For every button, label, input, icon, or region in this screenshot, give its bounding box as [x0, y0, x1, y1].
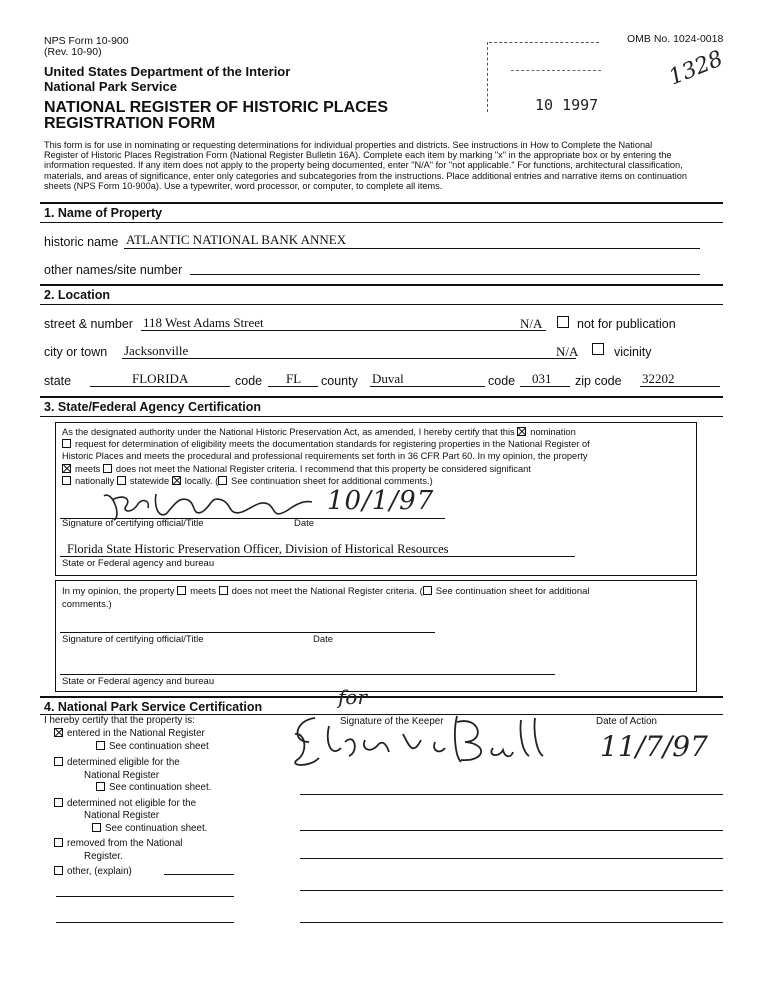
date-label-2: Date	[313, 634, 334, 645]
locally-checkbox[interactable]	[172, 476, 181, 485]
county-label: county	[321, 374, 358, 388]
form-number: NPS Form 10-900	[44, 35, 129, 47]
instructions: This form is for use in nominating or requesting determinations for individual properties and districts. See instructions in How to Complete the National Register of Historic Places Registration Form (National Register Bulletin 16A). Complete each item by marking "x" in the appropriate box or by entering the information requested. If any item does not apply to the property being documented, enter "N/A" for "not applicable." For functions, architectural classification, materials, and areas of significance, enter only categories and subcategories from the instructions. Place additional entries and narrative items on continuation sheets (NPS Form 10-900a). Use a typewriter, word processor, or computer, to complete all items.	[44, 140, 687, 191]
city-label: city or town	[44, 345, 108, 359]
vicinity-label: vicinity	[614, 345, 652, 359]
rule	[40, 202, 723, 204]
date-label: Date	[294, 518, 315, 529]
street-value: 118 West Adams Street	[143, 315, 264, 330]
opinion-see-continuation-checkbox[interactable]	[423, 586, 432, 595]
section-3-heading: 3. State/Federal Agency Certification	[44, 400, 261, 414]
zip-value: 32202	[642, 371, 675, 386]
statewide-checkbox[interactable]	[117, 476, 126, 485]
department: United States Department of the Interior	[44, 64, 291, 79]
service: National Park Service	[44, 79, 177, 94]
received-stamp	[481, 40, 606, 122]
rule	[40, 222, 723, 223]
action-date: 11/7/97	[600, 730, 708, 763]
opinion-does-not-meet-checkbox[interactable]	[219, 586, 228, 595]
zip-field[interactable]	[640, 372, 720, 387]
form-title: NATIONAL REGISTER OF HISTORIC PLACES	[44, 99, 389, 116]
signature-date: 10/1/97	[327, 486, 435, 516]
rule	[40, 696, 723, 698]
not-for-publication-checkbox[interactable]	[557, 316, 569, 328]
removed-checkbox[interactable]	[54, 838, 63, 847]
other-checkbox[interactable]	[54, 866, 63, 875]
section-2-heading: 2. Location	[44, 288, 110, 302]
opinion-text: In my opinion, the property meets does not meet the National Register criteria. ( See continuation sheet for additional comments.)	[62, 586, 590, 610]
zip-label: zip code	[575, 374, 622, 388]
signature-label: Signature of certifying official/Title	[62, 518, 204, 529]
rule	[60, 674, 555, 675]
city-na: N/A	[556, 344, 579, 359]
entered-see-continuation-checkbox[interactable]	[96, 741, 105, 750]
rule	[56, 922, 234, 923]
meets-checkbox[interactable]	[62, 464, 71, 473]
county-value: Duval	[372, 371, 404, 386]
see-continuation-checkbox[interactable]	[218, 476, 227, 485]
state-code-value: FL	[286, 371, 302, 386]
entered-checkbox[interactable]	[54, 728, 63, 737]
street-label: street & number	[44, 317, 133, 331]
form-subtitle: REGISTRATION FORM	[44, 115, 216, 132]
city-value: Jacksonville	[124, 343, 189, 358]
agency-label-2: State or Federal agency and bureau	[62, 676, 215, 687]
rule	[300, 858, 723, 859]
not-for-publication-label: not for publication	[577, 317, 676, 331]
rule	[40, 304, 723, 305]
city-field[interactable]	[122, 343, 579, 359]
official-title-value: Florida State Historic Preservation Officer, Division of Historical Resources	[67, 542, 449, 556]
keeper-signature	[285, 712, 555, 774]
rule	[40, 416, 723, 417]
form-revision: (Rev. 10-90)	[44, 46, 102, 58]
state-label: state	[44, 374, 72, 388]
rule	[300, 830, 723, 831]
handwritten-for: for	[338, 685, 368, 709]
certify-statement: I hereby certify that the property is:	[44, 715, 195, 726]
opinion-meets-checkbox[interactable]	[177, 586, 186, 595]
rule	[40, 396, 723, 398]
nomination-checkbox[interactable]	[517, 427, 526, 436]
county-code-label: code	[488, 374, 516, 388]
other-names-label: other names/site number	[44, 263, 183, 277]
keeper-signature-label: Signature of the Keeper	[340, 716, 444, 727]
does-not-meet-checkbox[interactable]	[103, 464, 112, 473]
street-field[interactable]	[141, 316, 546, 331]
state-code-field[interactable]	[268, 372, 318, 387]
rule	[300, 794, 723, 795]
section-1-heading: 1. Name of Property	[44, 206, 163, 220]
state-field[interactable]	[90, 372, 230, 387]
rule	[40, 284, 723, 286]
state-value: FLORIDA	[132, 371, 189, 386]
nationally-checkbox[interactable]	[62, 476, 71, 485]
historic-name-label: historic name	[44, 235, 119, 249]
rule	[60, 556, 575, 557]
date-of-action-label: Date of Action	[596, 716, 657, 727]
other-names-field[interactable]	[190, 262, 700, 275]
section-4-heading: 4. National Park Service Certification	[44, 700, 263, 714]
state-code-label: code	[235, 374, 263, 388]
historic-name-value: ATLANTIC NATIONAL BANK ANNEX	[126, 232, 347, 247]
eligible-checkbox[interactable]	[54, 757, 63, 766]
historic-name-field[interactable]	[124, 234, 700, 249]
request-determination-checkbox[interactable]	[62, 439, 71, 448]
county-field[interactable]	[370, 372, 485, 387]
omb-number: OMB No. 1024-0018	[627, 33, 724, 45]
rule	[56, 896, 234, 897]
county-code-value: 031	[532, 371, 552, 386]
rule	[300, 922, 723, 923]
not-eligible-see-continuation-checkbox[interactable]	[92, 823, 101, 832]
street-na: N/A	[520, 316, 543, 331]
handwritten-ref-number: 1328	[665, 46, 727, 91]
state-certification-text: As the designated authority under the National Historic Preservation Act, as amended, I hereby certify that this nomination request for determination of eligibility meets the documentation standards for registering properties in the National Register of Historic Places and meets the procedural and professional requirements set forth in 36 CFR Part 60. In my opinion, the property meets does not meet the National Register criteria. I recommend that this property be considered significant nationally statewide locally. ( See continuation sheet for additional comments.)	[62, 427, 590, 486]
not-eligible-checkbox[interactable]	[54, 798, 63, 807]
eligible-see-continuation-checkbox[interactable]	[96, 782, 105, 791]
stamp-date: 10 1997	[535, 96, 599, 114]
nps-options: entered in the National Register See continuation sheet determined eligible for the National Register See continuation sheet. determined not eligible for the National Register See continuation sheet. removed from the National Register. other, (explain)	[54, 728, 211, 879]
signature-label-2: Signature of certifying official/Title	[62, 634, 204, 645]
agency-label: State or Federal agency and bureau	[62, 558, 215, 569]
county-code-field[interactable]	[520, 372, 570, 387]
rule	[60, 632, 435, 633]
rule	[300, 890, 723, 891]
vicinity-checkbox[interactable]	[592, 343, 604, 355]
other-explain-field[interactable]	[164, 874, 234, 875]
